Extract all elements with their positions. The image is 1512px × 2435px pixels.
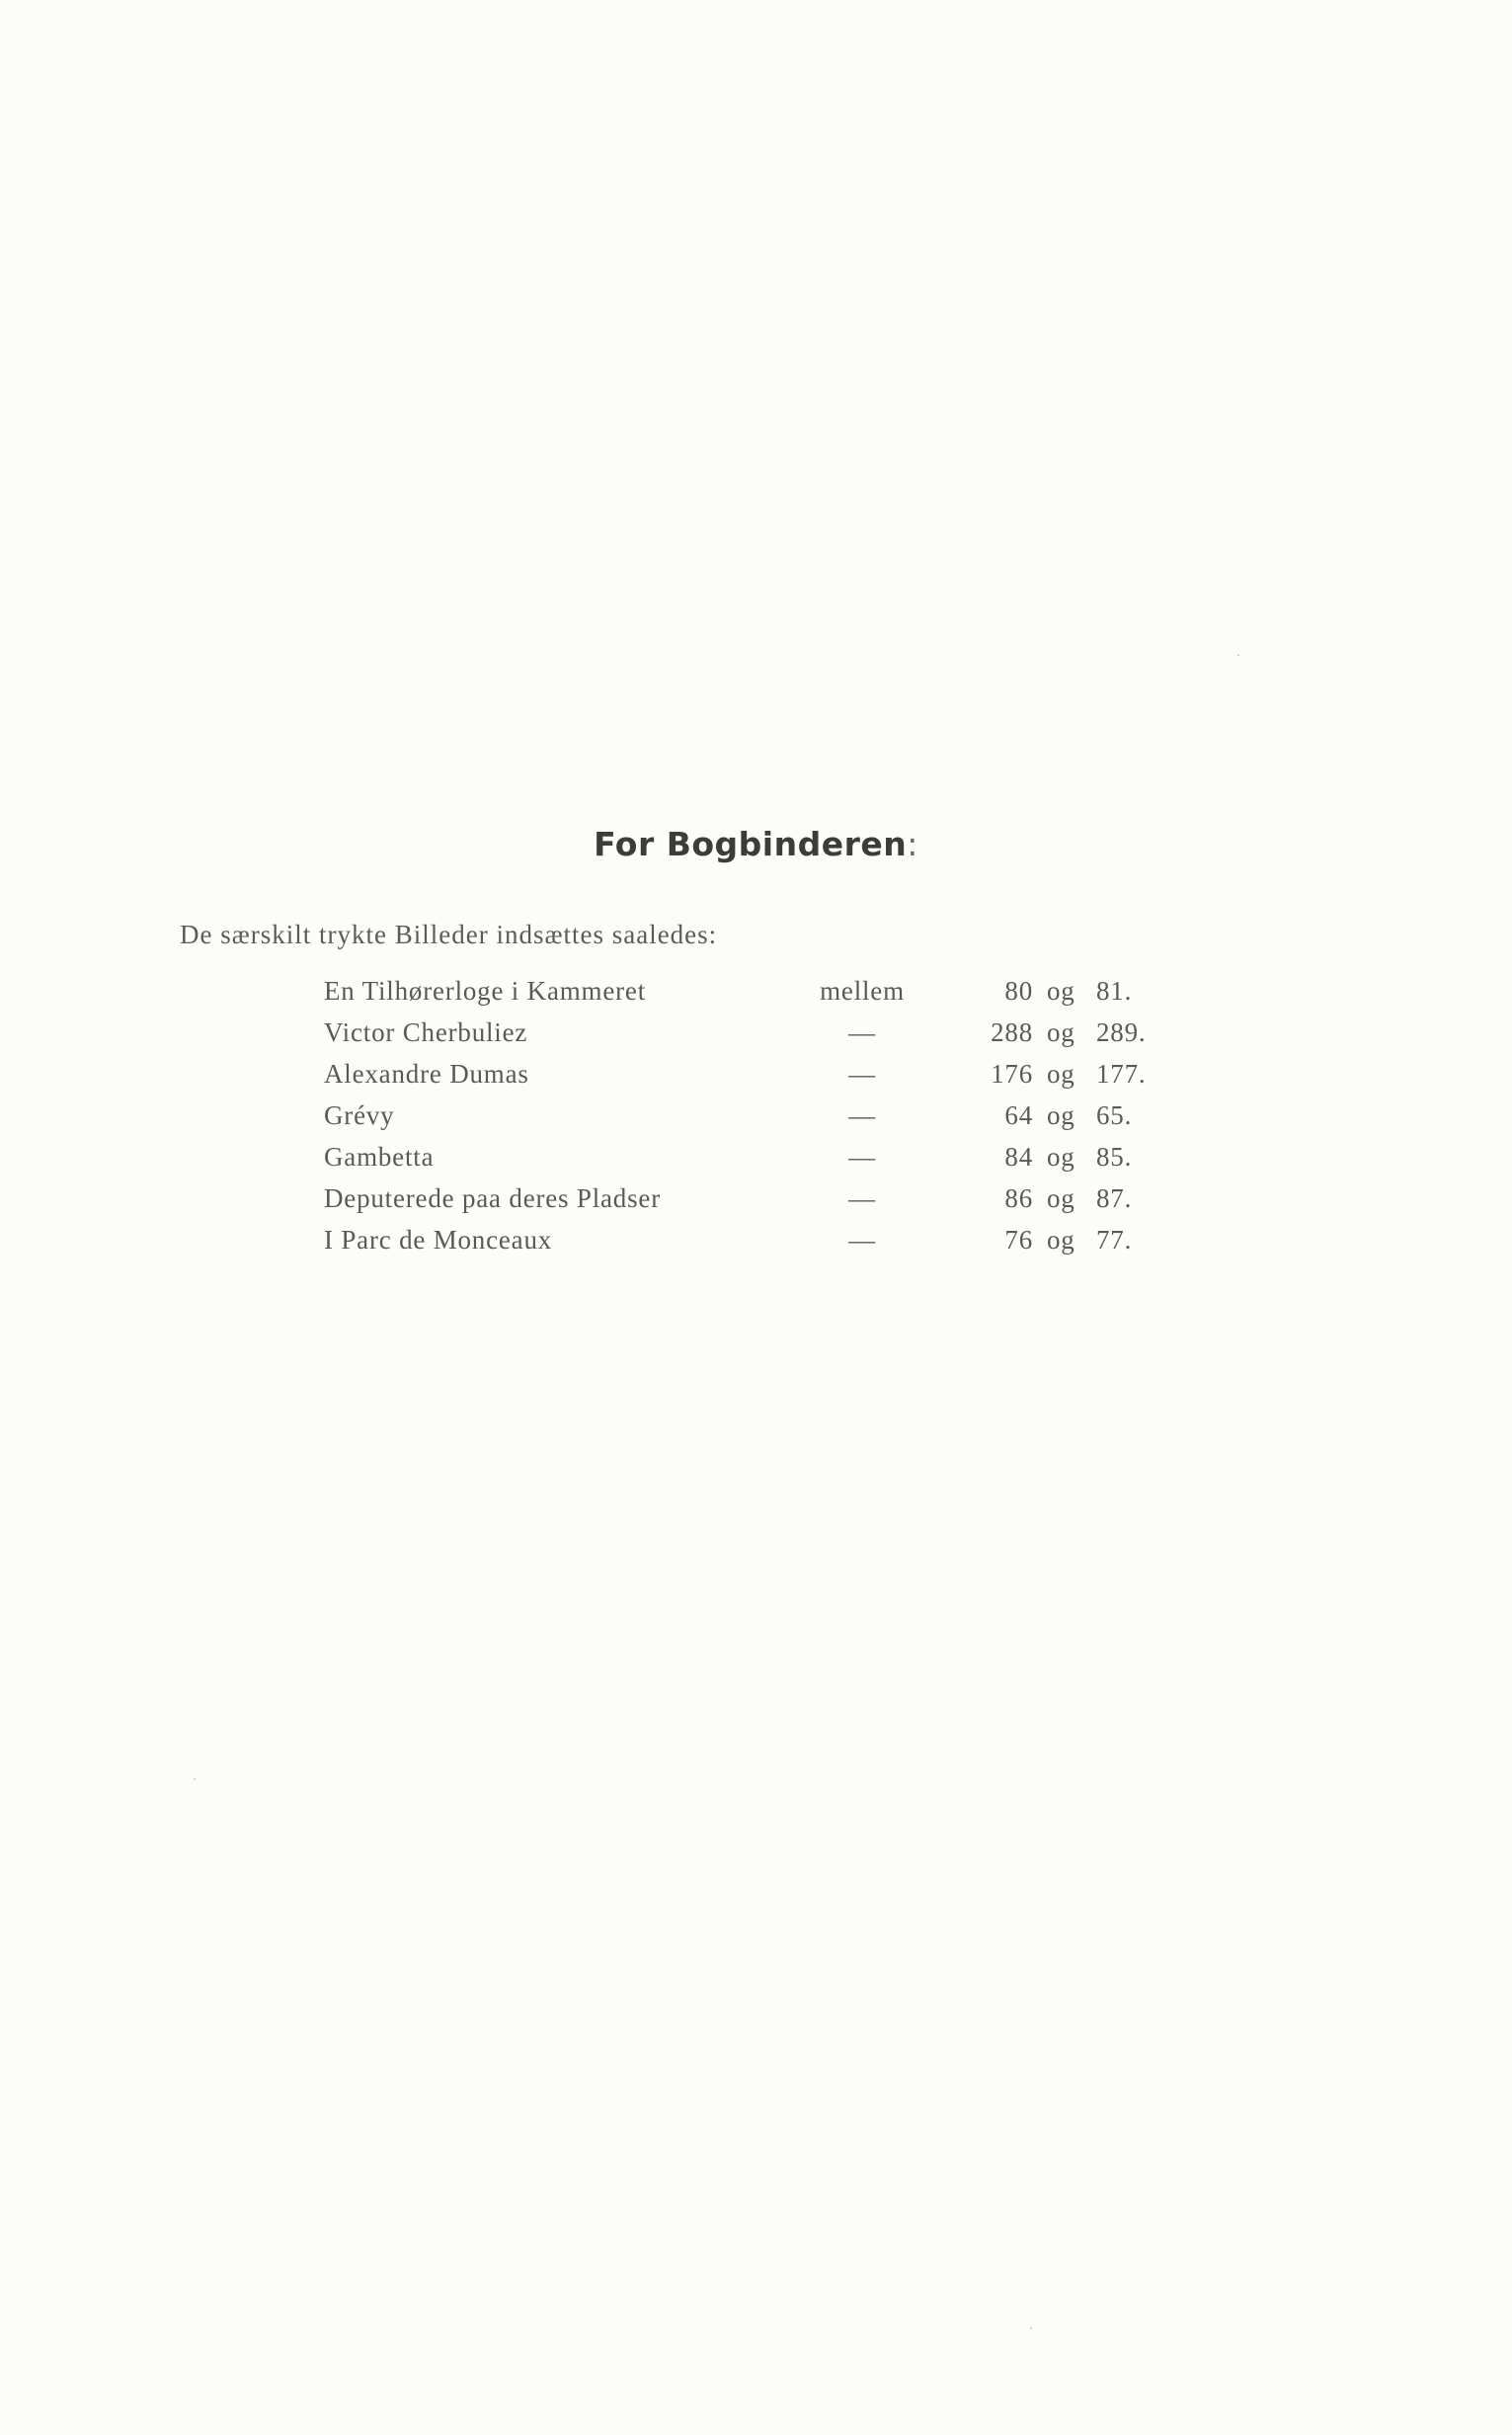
page-to: 289.: [1096, 1017, 1147, 1047]
plate-separator: —: [848, 1017, 876, 1047]
page-to: 177.: [1096, 1059, 1147, 1089]
plate-separator: —: [848, 1142, 876, 1172]
page-conjunction: og: [1047, 1183, 1075, 1213]
plate-title: En Tilhørerloge i Kammeret: [324, 976, 646, 1006]
plate-separator: mellem: [820, 976, 905, 1006]
plate-entry: [0, 1059, 1512, 1100]
paper-speck: [1030, 2327, 1032, 2329]
page-from: 80: [1004, 976, 1033, 1006]
plate-title: Deputerede paa deres Pladser: [324, 1183, 661, 1213]
plate-entry: [0, 1225, 1512, 1266]
page-from: 86: [1004, 1183, 1033, 1213]
plate-title: Gambetta: [324, 1142, 435, 1172]
page-conjunction: og: [1047, 1100, 1075, 1130]
page-from: 64: [1004, 1100, 1033, 1130]
heading-text: For Bogbinderen: [594, 825, 908, 863]
heading-colon: :: [907, 825, 918, 863]
page-to: 87.: [1096, 1183, 1133, 1213]
plate-title: Alexandre Dumas: [324, 1059, 529, 1089]
page-conjunction: og: [1047, 1142, 1075, 1172]
paper-speck: [194, 1778, 196, 1780]
page-to: 65.: [1096, 1100, 1133, 1130]
intro-line: De særskilt trykte Billeder indsættes saaledes:: [180, 920, 718, 949]
page-to: 77.: [1096, 1225, 1133, 1255]
page-conjunction: og: [1047, 976, 1075, 1006]
plate-entry: [0, 1142, 1512, 1183]
plate-entry: [0, 1183, 1512, 1225]
plate-title: I Parc de Monceaux: [324, 1225, 553, 1255]
plate-entry: [0, 1100, 1512, 1142]
page-from: 288: [991, 1017, 1033, 1047]
plate-entry: [0, 976, 1512, 1017]
page-conjunction: og: [1047, 1225, 1075, 1255]
plate-entry: [0, 1017, 1512, 1059]
paper-speck: [1237, 654, 1239, 656]
page-from: 176: [991, 1059, 1033, 1089]
page-from: 76: [1004, 1225, 1033, 1255]
plate-separator: —: [848, 1059, 876, 1089]
plate-title: Victor Cherbuliez: [324, 1017, 528, 1047]
page-from: 84: [1004, 1142, 1033, 1172]
page-conjunction: og: [1047, 1017, 1075, 1047]
page-to: 81.: [1096, 976, 1133, 1006]
plate-title: Grévy: [324, 1100, 395, 1130]
page-conjunction: og: [1047, 1059, 1075, 1089]
plate-separator: —: [848, 1183, 876, 1213]
page-to: 85.: [1096, 1142, 1133, 1172]
plate-separator: —: [848, 1225, 876, 1255]
plate-separator: —: [848, 1100, 876, 1130]
page-heading: [0, 825, 1512, 863]
